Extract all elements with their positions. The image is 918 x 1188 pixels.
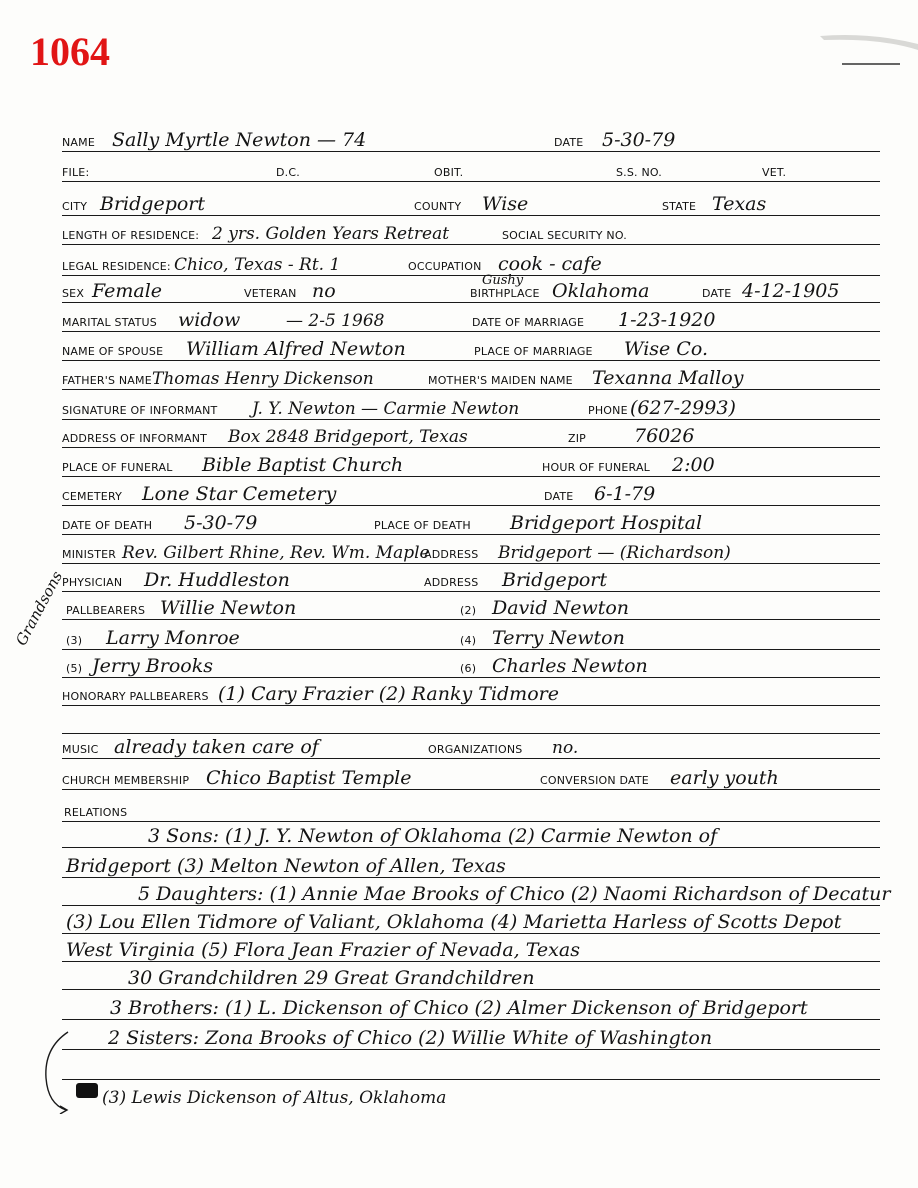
marital-note: — 2-5 1968 <box>286 311 385 331</box>
cemetery-label: CEMETERY <box>62 490 122 503</box>
spouse-label: NAME OF SPOUSE <box>62 345 164 358</box>
veteran-value: no <box>312 280 336 302</box>
cemetery-date-value: 6-1-79 <box>594 483 656 505</box>
row-informant-address <box>62 418 880 448</box>
birthplace-value: Oklahoma <box>552 280 650 302</box>
relations-label: RELATIONS <box>64 806 128 819</box>
pallbearer-2-num: (2) <box>460 604 477 617</box>
funeral-place-label: PLACE OF FUNERAL <box>62 461 173 474</box>
relations-line-1 <box>62 818 880 848</box>
pallbearer-6-num: (6) <box>460 662 477 675</box>
marital-label: MARITAL STATUS <box>62 316 157 329</box>
date-label: DATE <box>554 136 584 149</box>
row-church <box>62 760 880 790</box>
row-sex <box>62 273 880 303</box>
zip-label: ZIP <box>568 432 587 445</box>
pallbearer-4-num: (4) <box>460 634 477 647</box>
length-residence-label: LENGTH OF RESIDENCE: <box>62 229 200 242</box>
pallbearers-label: PALLBEARERS <box>66 604 146 617</box>
music-label: MUSIC <box>62 743 99 756</box>
mother-label: MOTHER'S MAIDEN NAME <box>428 374 573 387</box>
row-honorary <box>62 676 880 706</box>
page-curl-mark <box>820 30 918 70</box>
physician-address-label: ADDRESS <box>424 576 479 589</box>
dc-label: D.C. <box>276 166 300 179</box>
music-value: already taken care of <box>114 736 319 758</box>
social-security-label: SOCIAL SECURITY NO. <box>502 229 627 242</box>
death-date-label: DATE OF DEATH <box>62 519 153 532</box>
pallbearer-5: Jerry Brooks <box>92 655 213 677</box>
ssno-label: S.S. NO. <box>616 166 662 179</box>
row-marital <box>62 302 880 332</box>
row-pallbearers-2 <box>62 620 880 650</box>
father-value: Thomas Henry Dickenson <box>152 369 374 389</box>
marriage-date-label: DATE OF MARRIAGE <box>472 316 585 329</box>
minister-value: Rev. Gilbert Rhine, Rev. Wm. Maple <box>122 543 430 563</box>
relations-text-3: 5 Daughters: (1) Annie Mae Brooks of Chico (2) Naomi Richardson of Decatur <box>138 883 891 905</box>
file-label: FILE: <box>62 166 90 179</box>
pallbearer-3: Larry Monroe <box>106 627 240 649</box>
relations-line-2 <box>62 848 880 878</box>
row-informant <box>62 390 880 420</box>
death-date-value: 5-30-79 <box>184 512 258 534</box>
funeral-hour-label: HOUR OF FUNERAL <box>542 461 651 474</box>
organizations-value: no. <box>552 738 579 758</box>
pallbearer-5-num: (5) <box>66 662 83 675</box>
legal-residence-label: LEGAL RESIDENCE: <box>62 260 171 273</box>
row-funeral <box>62 447 880 477</box>
occupation-label: OCCUPATION <box>408 260 482 273</box>
row-parents <box>62 360 880 390</box>
relations-bracket <box>40 1028 70 1114</box>
redaction-mark <box>76 1083 98 1098</box>
pallbearer-1: Willie Newton <box>160 597 297 619</box>
father-label: FATHER'S NAME <box>62 374 152 387</box>
physician-label: PHYSICIAN <box>62 576 123 589</box>
relations-text-5: West Virginia (5) Flora Jean Frazier of Nevada, Texas <box>66 939 580 961</box>
honorary-label: HONORARY PALLBEARERS <box>62 690 209 703</box>
spouse-value: William Alfred Newton <box>186 338 406 360</box>
funeral-hour-value: 2:00 <box>672 454 715 476</box>
city-label: CITY <box>62 200 88 213</box>
honorary-value: (1) Cary Frazier (2) Ranky Tidmore <box>218 683 559 705</box>
informant-label: SIGNATURE OF INFORMANT <box>62 404 218 417</box>
name-label: NAME <box>62 136 95 149</box>
informant-value: J. Y. Newton — Carmie Newton <box>252 399 520 419</box>
church-label: CHURCH MEMBERSHIP <box>62 774 190 787</box>
sex-label: SEX <box>62 287 85 300</box>
marriage-place-value: Wise Co. <box>624 338 708 360</box>
pallbearer-2: David Newton <box>492 597 630 619</box>
mother-value: Texanna Malloy <box>592 367 744 389</box>
relations-text-7: 3 Brothers: (1) L. Dickenson of Chico (2) Almer Dickenson of Bridgeport <box>110 997 808 1019</box>
city-value: Bridgeport <box>100 193 206 215</box>
minister-address-label: ADDRESS <box>424 548 479 561</box>
birth-date-label: DATE <box>702 287 732 300</box>
relations-text-8: 2 Sisters: Zona Brooks of Chico (2) Willie White of Washington <box>108 1027 713 1049</box>
pallbearer-3-num: (3) <box>66 634 83 647</box>
veteran-label: VETERAN <box>244 287 297 300</box>
marriage-date-value: 1-23-1920 <box>618 309 716 331</box>
row-residence-length <box>62 215 880 245</box>
relations-line-4 <box>62 904 880 934</box>
conversion-value: early youth <box>670 767 779 789</box>
row-legal-residence <box>62 246 880 276</box>
county-value: Wise <box>482 193 529 215</box>
relations-line-8 <box>62 1020 880 1050</box>
county-label: COUNTY <box>414 200 462 213</box>
state-label: STATE <box>662 200 697 213</box>
row-minister <box>62 534 880 564</box>
relations-text-10: (3) Lewis Dickenson of Altus, Oklahoma <box>102 1088 447 1108</box>
pallbearers-margin-note: Grandsons <box>12 568 67 649</box>
relations-text-6: 30 Grandchildren 29 Great Grandchildren <box>128 967 535 989</box>
relations-line-10 <box>72 1082 672 1112</box>
relations-line-6 <box>62 960 880 990</box>
conversion-label: CONVERSION DATE <box>540 774 649 787</box>
row-cemetery <box>62 476 880 506</box>
relations-text-2: Bridgeport (3) Melton Newton of Allen, Texas <box>66 855 506 877</box>
row-pallbearers-3 <box>62 648 880 678</box>
death-place-label: PLACE OF DEATH <box>374 519 471 532</box>
state-value: Texas <box>712 193 767 215</box>
minister-address-value: Bridgeport — (Richardson) <box>498 543 731 563</box>
birthplace-label: BIRTHPLACE <box>470 287 540 300</box>
occupation-value: cook - cafe <box>498 253 602 275</box>
relations-text-1: 3 Sons: (1) J. Y. Newton of Oklahoma (2) Carmie Newton of <box>148 825 718 847</box>
row-spouse <box>62 331 880 361</box>
relations-line-9 <box>62 1050 880 1080</box>
obit-label: OBIT. <box>434 166 464 179</box>
legal-residence-value: Chico, Texas - Rt. 1 <box>174 255 341 275</box>
row-file <box>62 152 880 182</box>
cemetery-value: Lone Star Cemetery <box>142 483 337 505</box>
row-name <box>62 122 880 152</box>
phone-value: (627-2993) <box>630 397 736 419</box>
sex-value: Female <box>92 280 163 302</box>
cemetery-date-label: DATE <box>544 490 574 503</box>
organizations-label: ORGANIZATIONS <box>428 743 523 756</box>
row-pallbearers-1 <box>62 590 880 620</box>
marriage-place-label: PLACE OF MARRIAGE <box>474 345 593 358</box>
marital-value: widow <box>178 309 241 331</box>
birthplace-note: Gushy <box>482 273 524 288</box>
informant-address-label: ADDRESS OF INFORMANT <box>62 432 208 445</box>
vet-label: VET. <box>762 166 787 179</box>
death-place-value: Bridgeport Hospital <box>510 512 703 534</box>
relations-line-3 <box>62 876 891 906</box>
row-physician <box>62 562 880 592</box>
relations-line-5 <box>62 932 880 962</box>
phone-label: PHONE <box>588 404 628 417</box>
birth-date-value: 4-12-1905 <box>742 280 840 302</box>
funeral-place-value: Bible Baptist Church <box>202 454 404 476</box>
church-value: Chico Baptist Temple <box>206 767 412 789</box>
relations-line-7 <box>62 990 880 1020</box>
relations-text-4: (3) Lou Ellen Tidmore of Valiant, Oklahoma (4) Marietta Harless of Scotts Depot <box>66 911 842 933</box>
row-death <box>62 505 880 535</box>
physician-address-value: Bridgeport <box>502 569 608 591</box>
row-city <box>62 186 880 216</box>
pallbearer-4: Terry Newton <box>492 627 625 649</box>
row-music <box>62 729 880 759</box>
minister-label: MINISTER <box>62 548 117 561</box>
zip-value: 76026 <box>634 425 695 447</box>
pallbearer-6: Charles Newton <box>492 655 648 677</box>
name-value: Sally Myrtle Newton — 74 <box>112 129 367 151</box>
length-residence-value: 2 yrs. Golden Years Retreat <box>212 224 450 244</box>
informant-address-value: Box 2848 Bridgeport, Texas <box>228 427 468 447</box>
page-number: 1064 <box>30 29 110 74</box>
physician-value: Dr. Huddleston <box>144 569 290 591</box>
date-value: 5-30-79 <box>602 129 676 151</box>
